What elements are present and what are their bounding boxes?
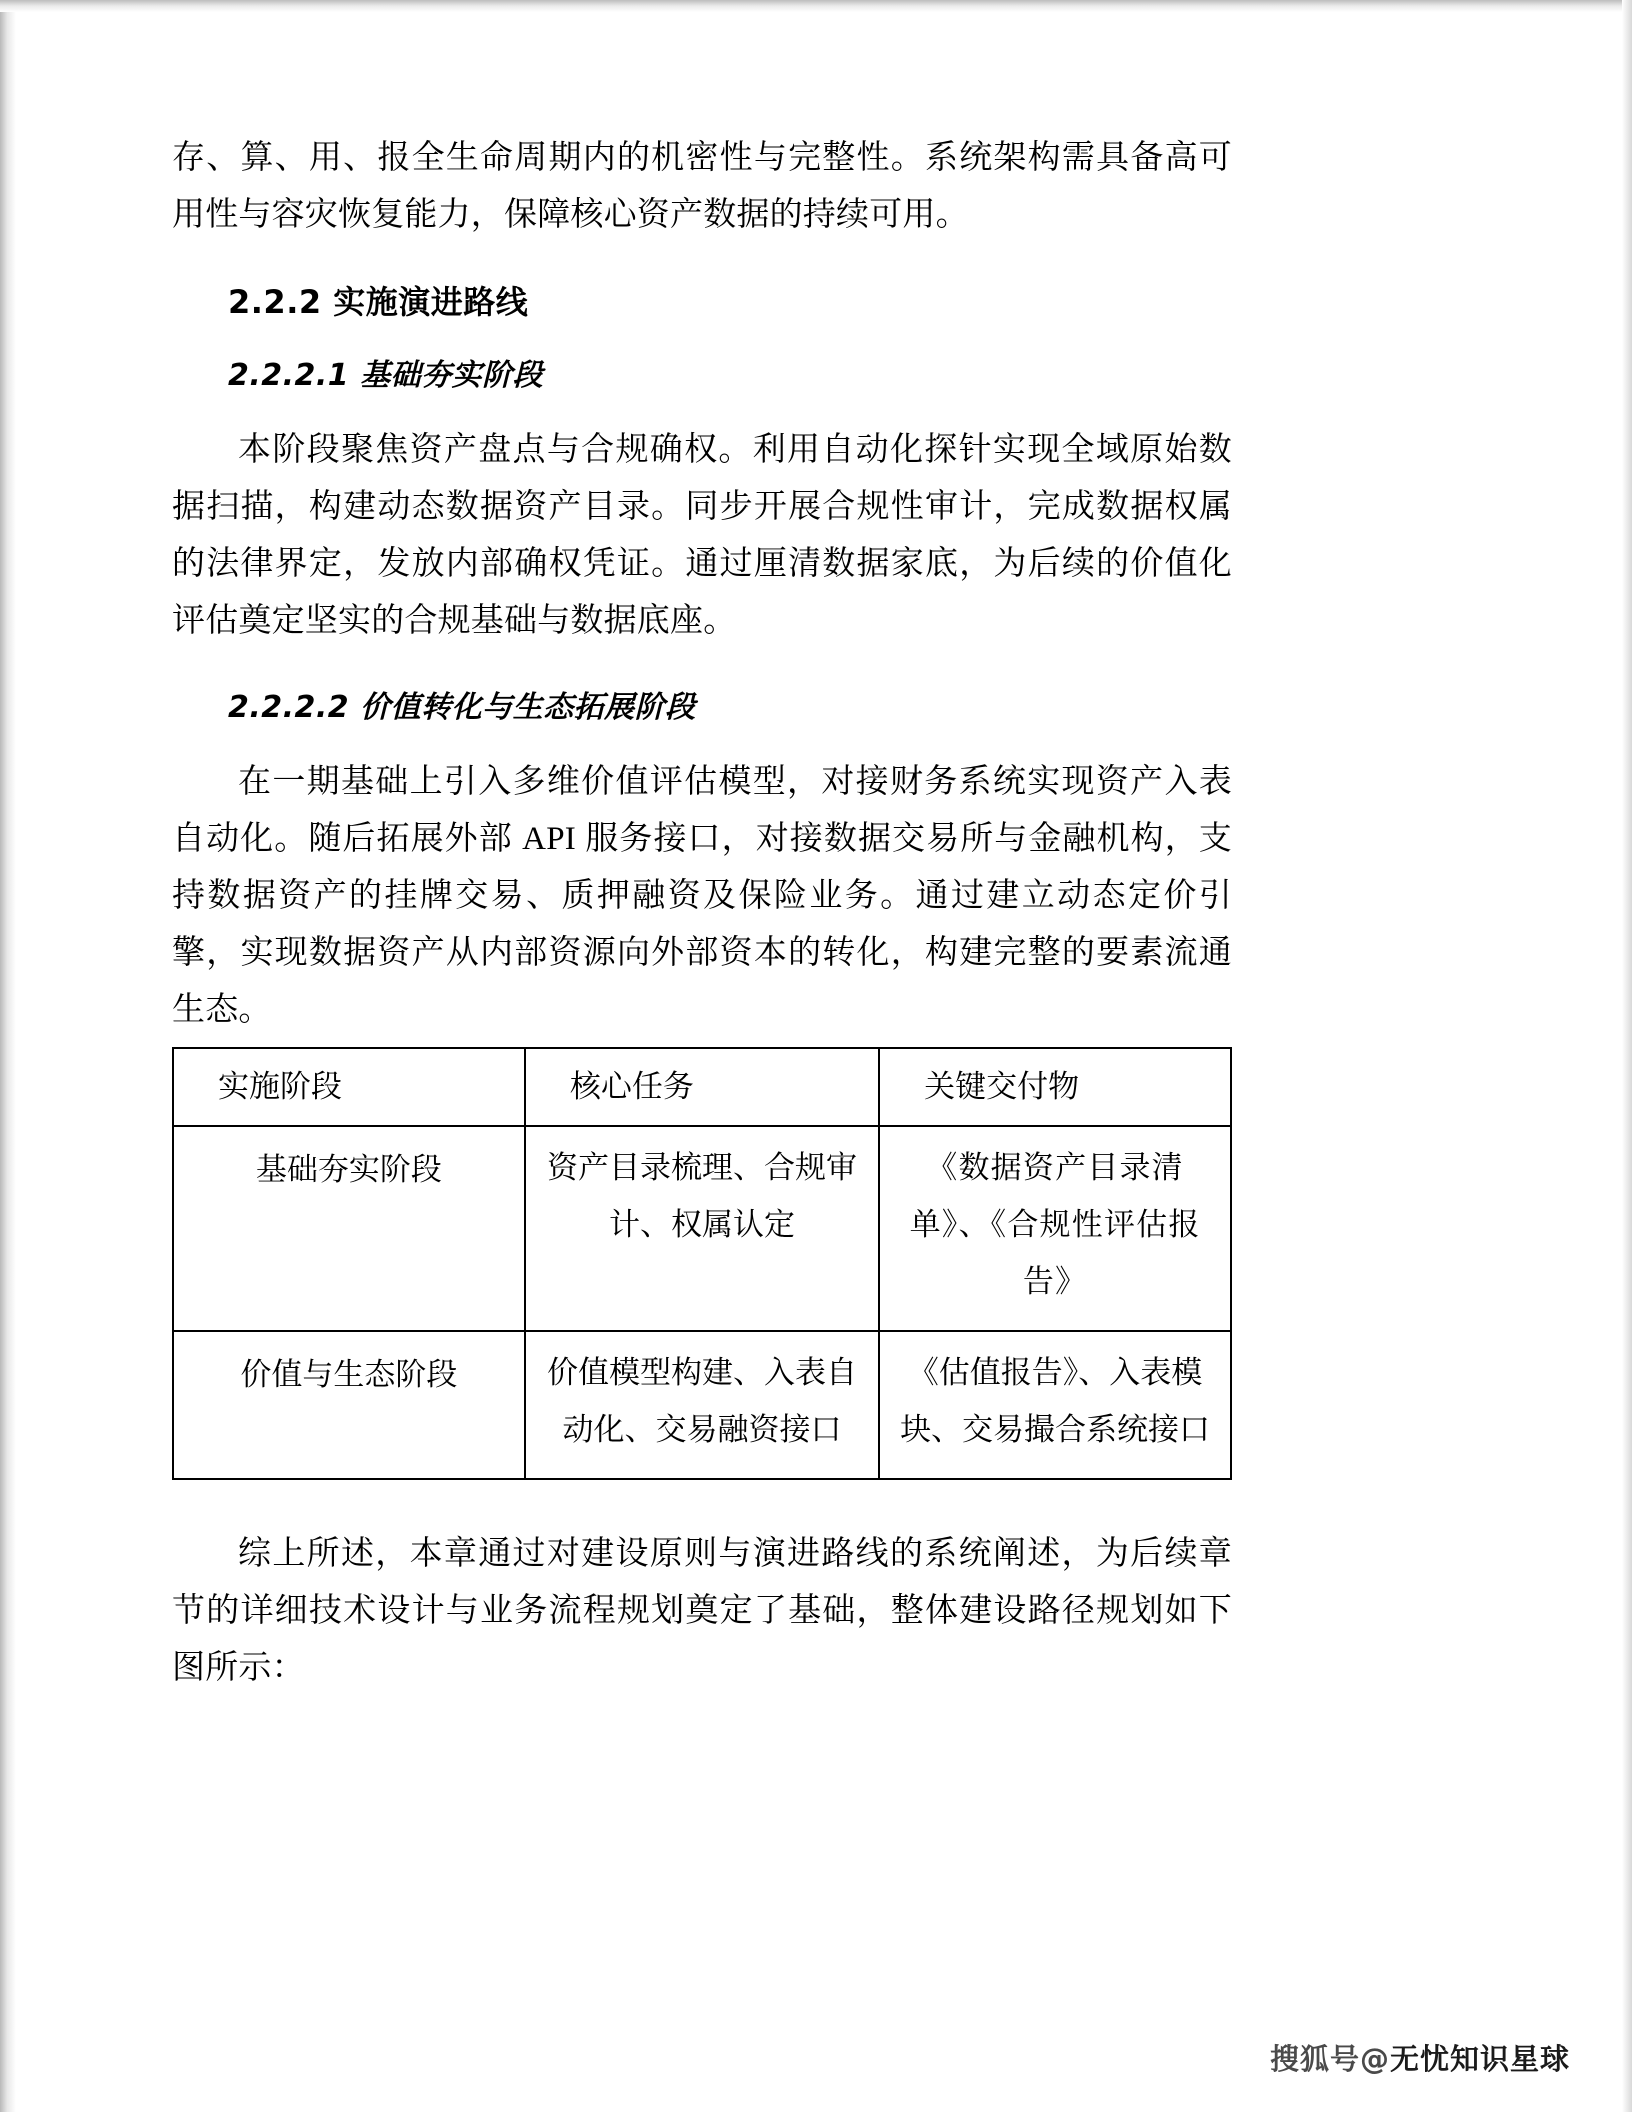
- table-cell-core-task: [525, 1331, 879, 1479]
- paragraph-2-2-2-2: 在一期基础上引入多维价值评估模型，对接财务系统实现资产入表自动化。随后拓展外部 API 服务接口，对接数据交易所与金融机构，支持数据资产的挂牌交易、质押融资及保险业务。通过建立动态定价引擎，实现数据资产从内部资源向外部资本的转化，构建完整的要素流通生态。: [172, 764, 1232, 1028]
- table-cell-core-task: [525, 1126, 879, 1331]
- table-header-core-task: 核心任务: [525, 1048, 879, 1126]
- table-head: [173, 1048, 1231, 1126]
- table-cell-deliverable-text: 《数据资产目录清单》、《合规性评估报告》: [909, 1150, 1201, 1299]
- table-body: [173, 1126, 1231, 1479]
- table-cell-core-task-text: 价值模型构建、入表自动化、交易融资接口: [546, 1355, 857, 1447]
- spacer: [172, 1480, 1232, 1526]
- page-edge-shadow-top: [0, 0, 1632, 12]
- closing-paragraph: 综上所述，本章通过对建设原则与演进路线的系统阐述，为后续章节的详细技术设计与业务流程规划奠定了基础，整体建设路径规划如下图所示：: [172, 1536, 1232, 1686]
- lead-paragraph: 存、算、用、报全生命周期内的机密性与完整性。系统架构需具备高可用性与容灾恢复能力，保障核心资产数据的持续可用。: [172, 140, 1232, 233]
- table-cell-phase: [173, 1126, 525, 1331]
- table-cell-core-task-text: 资产目录梳理、合规审计、权属认定: [546, 1150, 857, 1242]
- table-row: [173, 1331, 1231, 1479]
- page-content: [172, 130, 1232, 1697]
- spacer: [172, 404, 1232, 422]
- page-edge-shadow-left: [0, 0, 16, 2112]
- heading-2-2-2-2: 2.2.2.2 价值转化与生态拓展阶段: [228, 690, 696, 725]
- table-cell-phase: [173, 1331, 525, 1479]
- table-cell-deliverable: [879, 1126, 1231, 1331]
- table-cell-deliverable-text: 《估值报告》、入表模块、交易撮合系统接口: [900, 1355, 1211, 1447]
- table-cell-phase-text: 价值与生态阶段: [240, 1357, 458, 1392]
- watermark-prefix: 搜狐号@: [1269, 2042, 1390, 2076]
- table-cell-phase-text: 基础夯实阶段: [255, 1152, 442, 1187]
- spacer: [172, 330, 1232, 348]
- paragraph-2-2-2-1: 本阶段聚焦资产盘点与合规确权。利用自动化探针实现全域原始数据扫描，构建动态数据资产目录。同步开展合规性审计，完成数据权属的法律界定，发放内部确权凭证。通过厘清数据家底，为后续的价值化评估奠定坚实的合规基础与数据底座。: [172, 432, 1232, 639]
- spacer: [172, 244, 1232, 274]
- watermark-name: 无忧知识星球: [1389, 2042, 1570, 2076]
- heading-2-2-2: 2.2.2 实施演进路线: [228, 283, 529, 321]
- page-edge-shadow-right: [1622, 0, 1632, 2112]
- table-cell-deliverable: [879, 1331, 1231, 1479]
- table-header-deliverable: 关键交付物: [879, 1048, 1231, 1126]
- table-header-phase: 实施阶段: [173, 1048, 525, 1126]
- table-row: [173, 1126, 1231, 1331]
- spacer: [172, 736, 1232, 754]
- table-header-row: [173, 1048, 1231, 1126]
- heading-2-2-2-1: 2.2.2.1 基础夯实阶段: [228, 358, 544, 393]
- implementation-phase-table: [172, 1047, 1232, 1480]
- watermark: [1270, 2037, 1570, 2078]
- spacer: [172, 650, 1232, 680]
